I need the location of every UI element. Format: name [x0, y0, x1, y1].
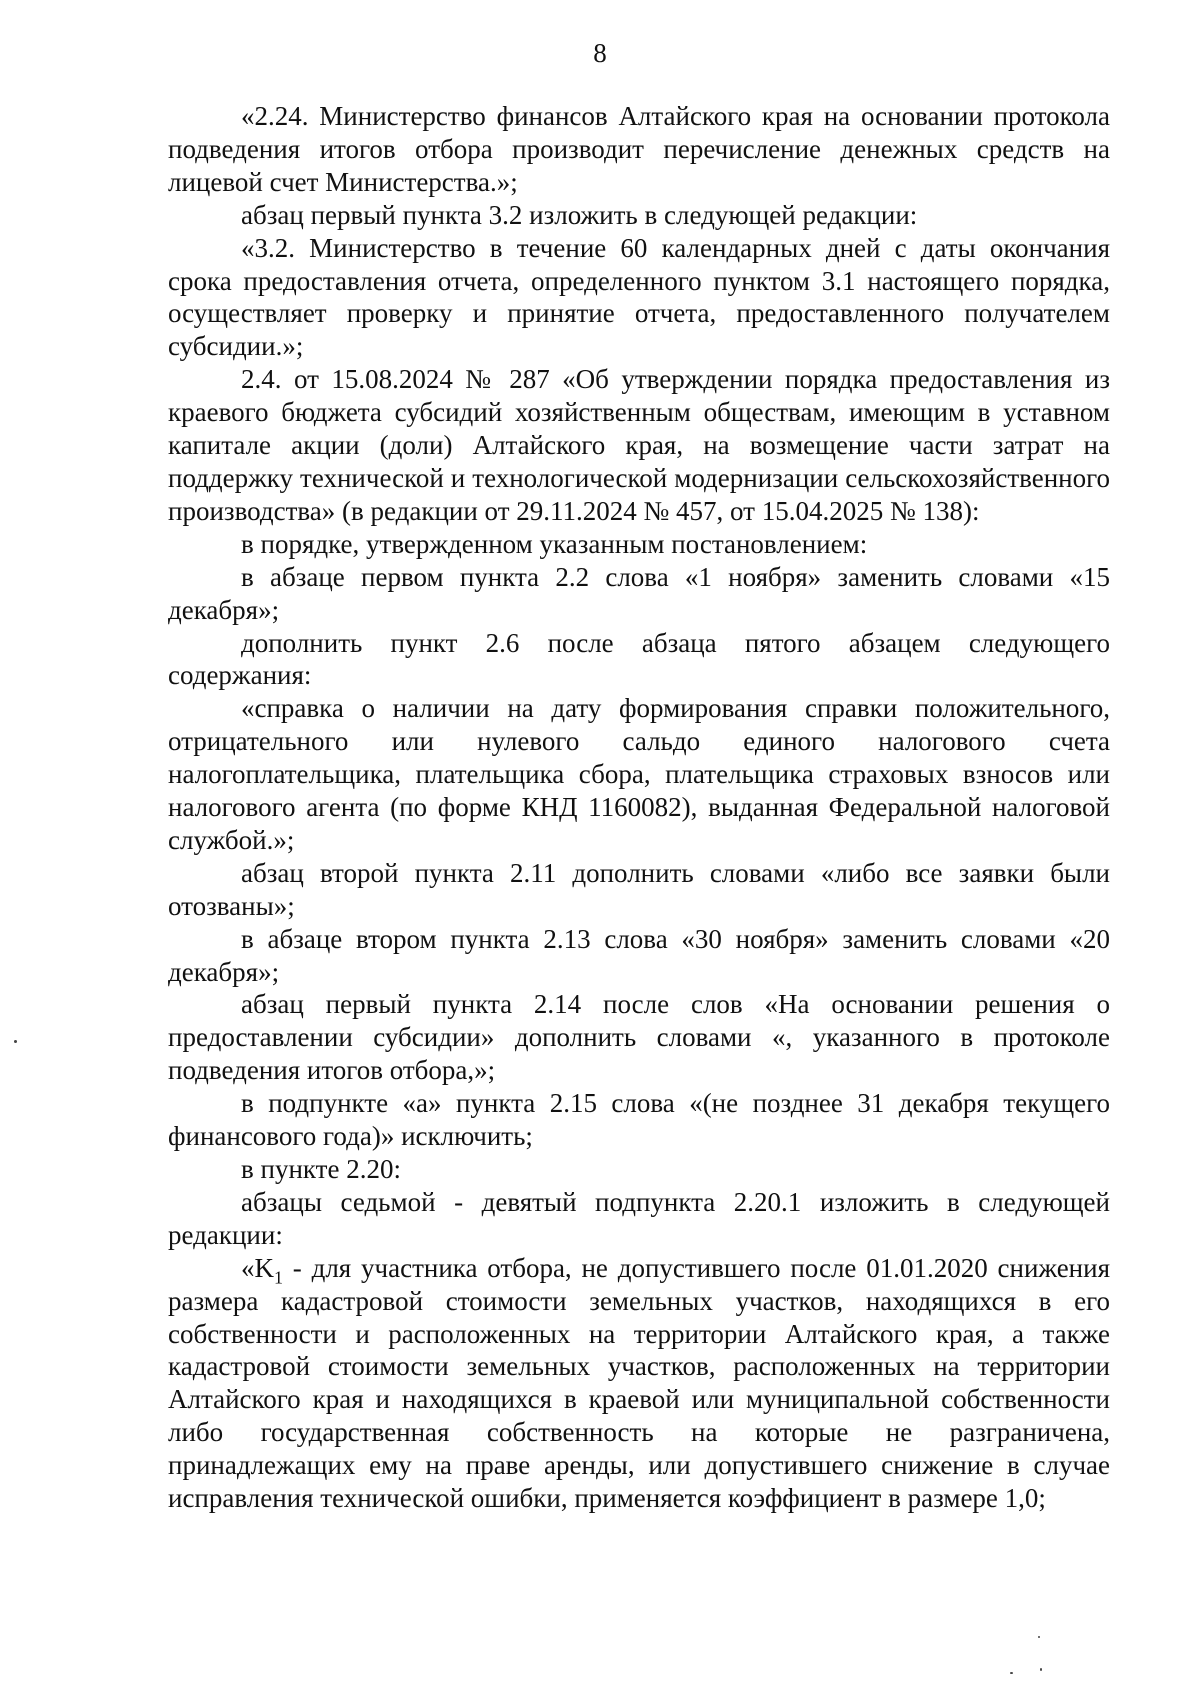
paragraph: «2.24. Министерство финансов Алтайского края на основании протокола подведения итогов отбора производит перечисление денежных средств на лицевой счет Министерства.»; — [168, 101, 1110, 197]
page-number: 8 — [593, 38, 607, 68]
paragraph: «справка о наличии на дату формирования справки положительного, отрицательного или нулевого сальдо единого налогового счета налогоплательщика, плательщика сбора, плательщика страховых взносов или налогового агента (по форме КНД 1160082), выданная Федеральной налоговой службой.»; — [168, 693, 1110, 855]
k1-subscript: 1 — [274, 1267, 283, 1288]
paragraph: «3.2. Министерство в течение 60 календарных дней с даты окончания срока предоставления отчета, определенного пунктом 3.1 настоящего порядка, осуществляет проверку и принятие отчета, предоставленного получателем субсидии.»; — [168, 232, 1110, 362]
paragraph: абзац первый пункта 2.14 после слов «На основании решения о предоставлении субсидии» дополнить словами «, указанного в протоколе подведения итогов отбора,»; — [168, 989, 1110, 1086]
paragraph: в подпункте «а» пункта 2.15 слова «(не позднее 31 декабря текущего финансового года)» исключить; — [168, 1088, 1110, 1152]
document-body — [168, 100, 1110, 1515]
scan-speck — [14, 1040, 17, 1043]
paragraph: в абзаце втором пункта 2.13 слова «30 ноября» заменить словами «20 декабря»; — [168, 923, 1110, 987]
paragraph: абзац первый пункта 3.2 изложить в следующей редакции: — [241, 199, 918, 230]
k1-prefix: «K — [241, 1252, 274, 1283]
k1-paragraph — [168, 1252, 1110, 1515]
k1-text: - для участника отбора, не допустившего после 01.01.2020 снижения размера кадастровой стоимости земельных участков, находящихся в его собственности и расположенных на территории Алтайского края, а также кадастровой стоимости земельных участков, расположенных на территории Алтайского края и находящихся в краевой или муниципальной собственности либо государственная собственность на которые не разграничена, принадлежащих ему на праве аренды, или допустившего снижение в случае исправления технической ошибки, применяется коэффициент в размере 1,0; — [168, 1252, 1110, 1514]
paragraph: дополнить пункт 2.6 после абзаца пятого абзацем следующего содержания: — [168, 627, 1110, 691]
scan-speck — [1040, 1668, 1042, 1671]
paragraph: 2.4. от 15.08.2024 № 287 «Об утверждении порядка предоставления из краевого бюджета субсидий хозяйственным обществам, имеющим в уставном капитале акции (доли) Алтайского края, на возмещение части затрат на поддержку технической и технологической модернизации сельскохозяйственного производства» (в редакции от 29.11.2024 № 457, от 15.04.2025 № 138): — [168, 364, 1110, 526]
paragraph: абзац второй пункта 2.11 дополнить словами «либо все заявки были отозваны»; — [168, 857, 1110, 921]
paragraph: в порядке, утвержденном указанным постановлением: — [241, 528, 868, 559]
paragraph: в пункте 2.20: — [241, 1154, 401, 1184]
paragraph: в абзаце первом пункта 2.2 слова «1 ноября» заменить словами «15 декабря»; — [168, 561, 1110, 625]
scan-speck — [1038, 1636, 1040, 1638]
scan-speck — [1010, 1672, 1013, 1674]
paragraph: абзацы седьмой - девятый подпункта 2.20.1 изложить в следующей редакции: — [168, 1186, 1110, 1250]
